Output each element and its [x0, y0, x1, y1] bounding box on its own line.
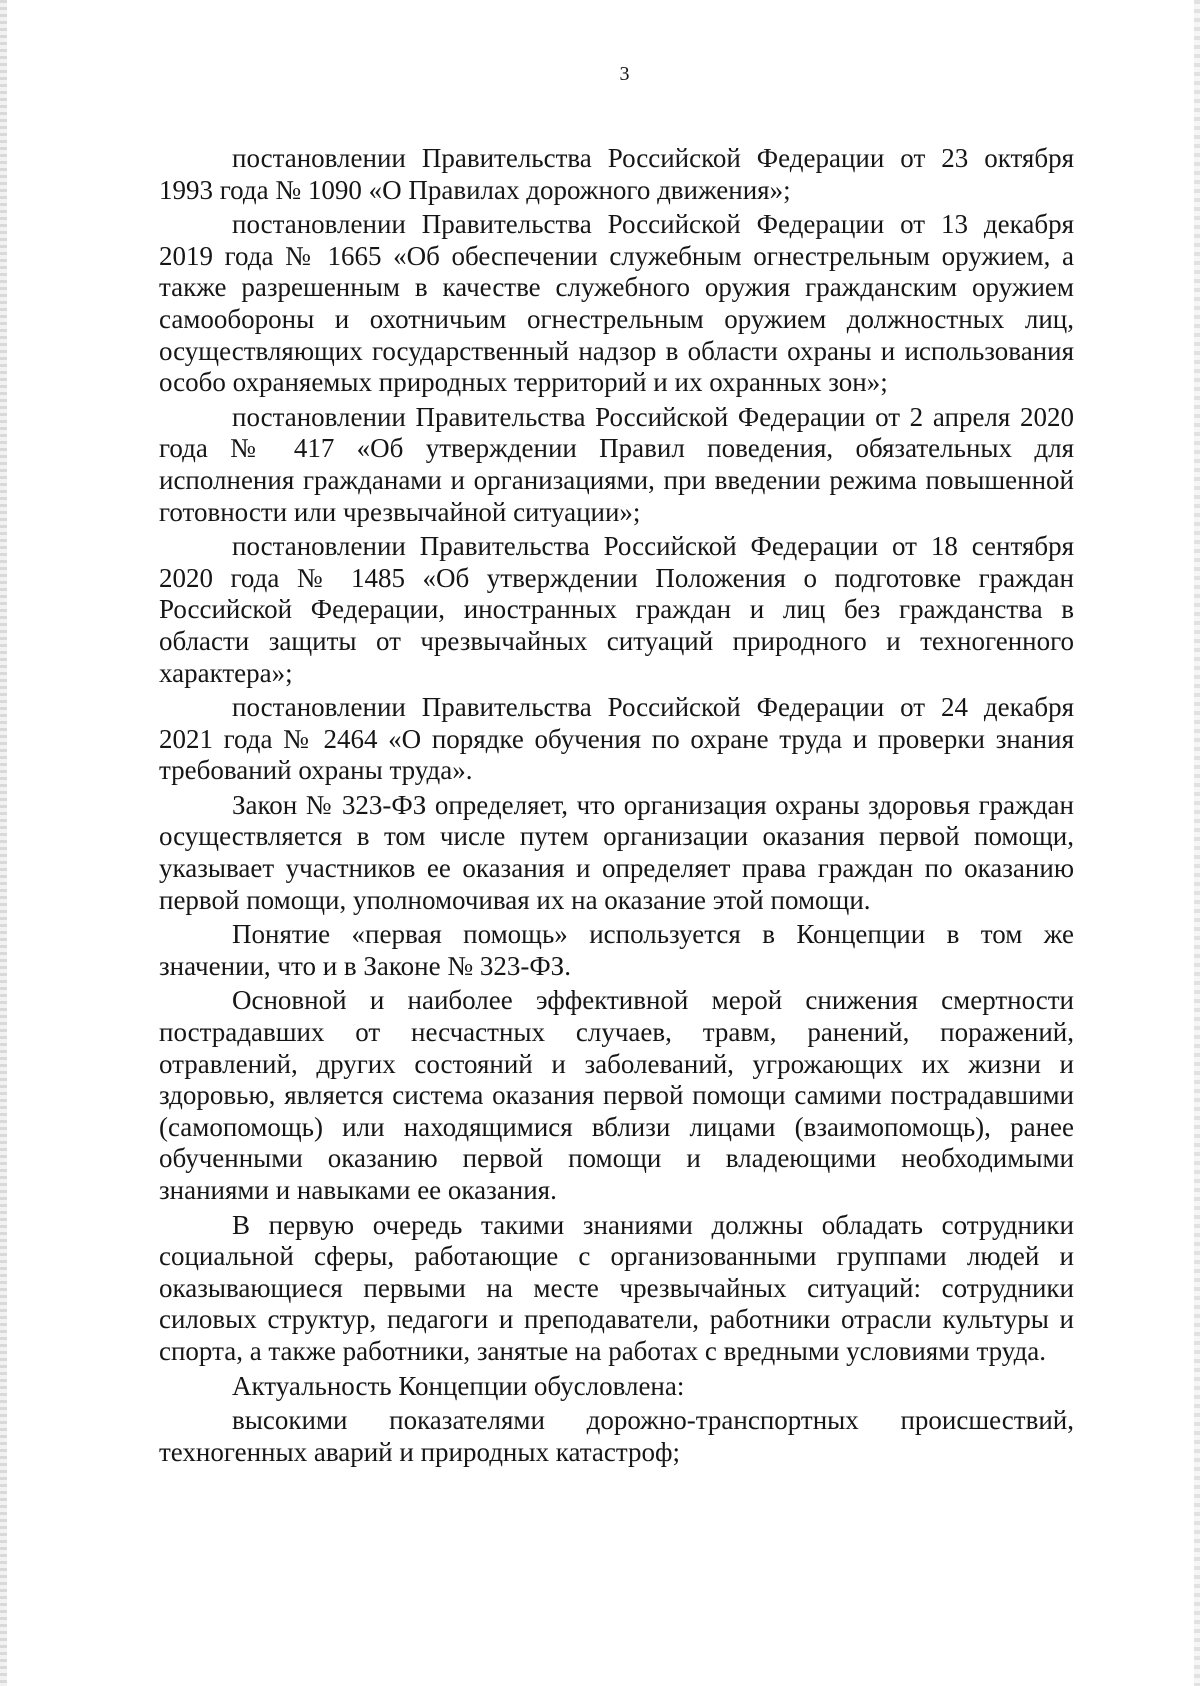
paragraph-mortality-reduction: Основной и наиболее эффективной мерой снижения смертности пострадавших от несчастных случаев, травм, ранений, поражений, отравлений, других состояний и заболеваний, угрожающих их жизни и здоровью, является система оказания первой помощи самими пострадавшими (самопомощь) или находящимися вблизи лицами (взаимопомощь), ранее обученными оказанию первой помощи и владеющими необходимыми знаниями и навыками ее оказания.	[159, 985, 1074, 1205]
paragraph-relevance-item: высокими показателями дорожно-транспортных происшествий, техногенных аварий и природных катастроф;	[159, 1405, 1074, 1467]
document-page	[159, 62, 1074, 1471]
paragraph-resolution-1665: постановлении Правительства Российской Федерации от 13 декабря 2019 года № 1665 «Об обеспечении служебным огнестрельным оружием, а также разрешенным в качестве служебного оружия гражданским оружием самообороны и охотничьим огнестрельным оружием должностных лиц, осуществляющих государственный надзор в области охраны и использования особо охраняемых природных территорий и их охранных зон»;	[159, 209, 1074, 398]
paragraph-resolution-2464: постановлении Правительства Российской Федерации от 24 декабря 2021 года № 2464 «О порядке обучения по охране труда и проверки знания требований охраны труда».	[159, 692, 1074, 786]
paragraph-relevance-intro: Актуальность Концепции обусловлена:	[232, 1370, 685, 1401]
paragraph-resolution-417: постановлении Правительства Российской Федерации от 2 апреля 2020 года № 417 «Об утверждении Правил поведения, обязательных для исполнения гражданами и организациями, при введении режима повышенной готовности или чрезвычайной ситуации»;	[159, 401, 1074, 527]
page-number: 3	[619, 63, 630, 85]
paragraph-resolution-1485: постановлении Правительства Российской Федерации от 18 сентября 2020 года № 1485 «Об утверждении Положения о подготовке граждан Российской Федерации, иностранных граждан и лиц без гражданства в области защиты от чрезвычайных ситуаций природного и техногенного характера»;	[159, 531, 1074, 688]
paragraph-first-aid-concept: Понятие «первая помощь» используется в Концепции в том же значении, что и в Законе № 323-ФЗ.	[159, 919, 1074, 981]
paragraph-priority-groups: В первую очередь такими знаниями должны обладать сотрудники социальной сферы, работающие с организованными группами людей и оказывающиеся первыми на месте чрезвычайных ситуаций: сотрудники силовых структур, педагоги и преподаватели, работники отрасли культуры и спорта, а также работники, занятые на работах с вредными условиями труда.	[159, 1209, 1074, 1366]
paragraph-law-323-fz: Закон № 323-ФЗ определяет, что организация охраны здоровья граждан осуществляется в том числе путем организации оказания первой помощи, указывает участников ее оказания и определяет права граждан по оказанию первой помощи, уполномочивая их на оказание этой помощи.	[159, 789, 1074, 915]
scan-edge-right	[1194, 0, 1200, 1686]
scan-edge-left	[0, 0, 7, 1686]
paragraph-resolution-1090: постановлении Правительства Российской Федерации от 23 октября 1993 года № 1090 «О Правилах дорожного движения»;	[159, 143, 1074, 205]
